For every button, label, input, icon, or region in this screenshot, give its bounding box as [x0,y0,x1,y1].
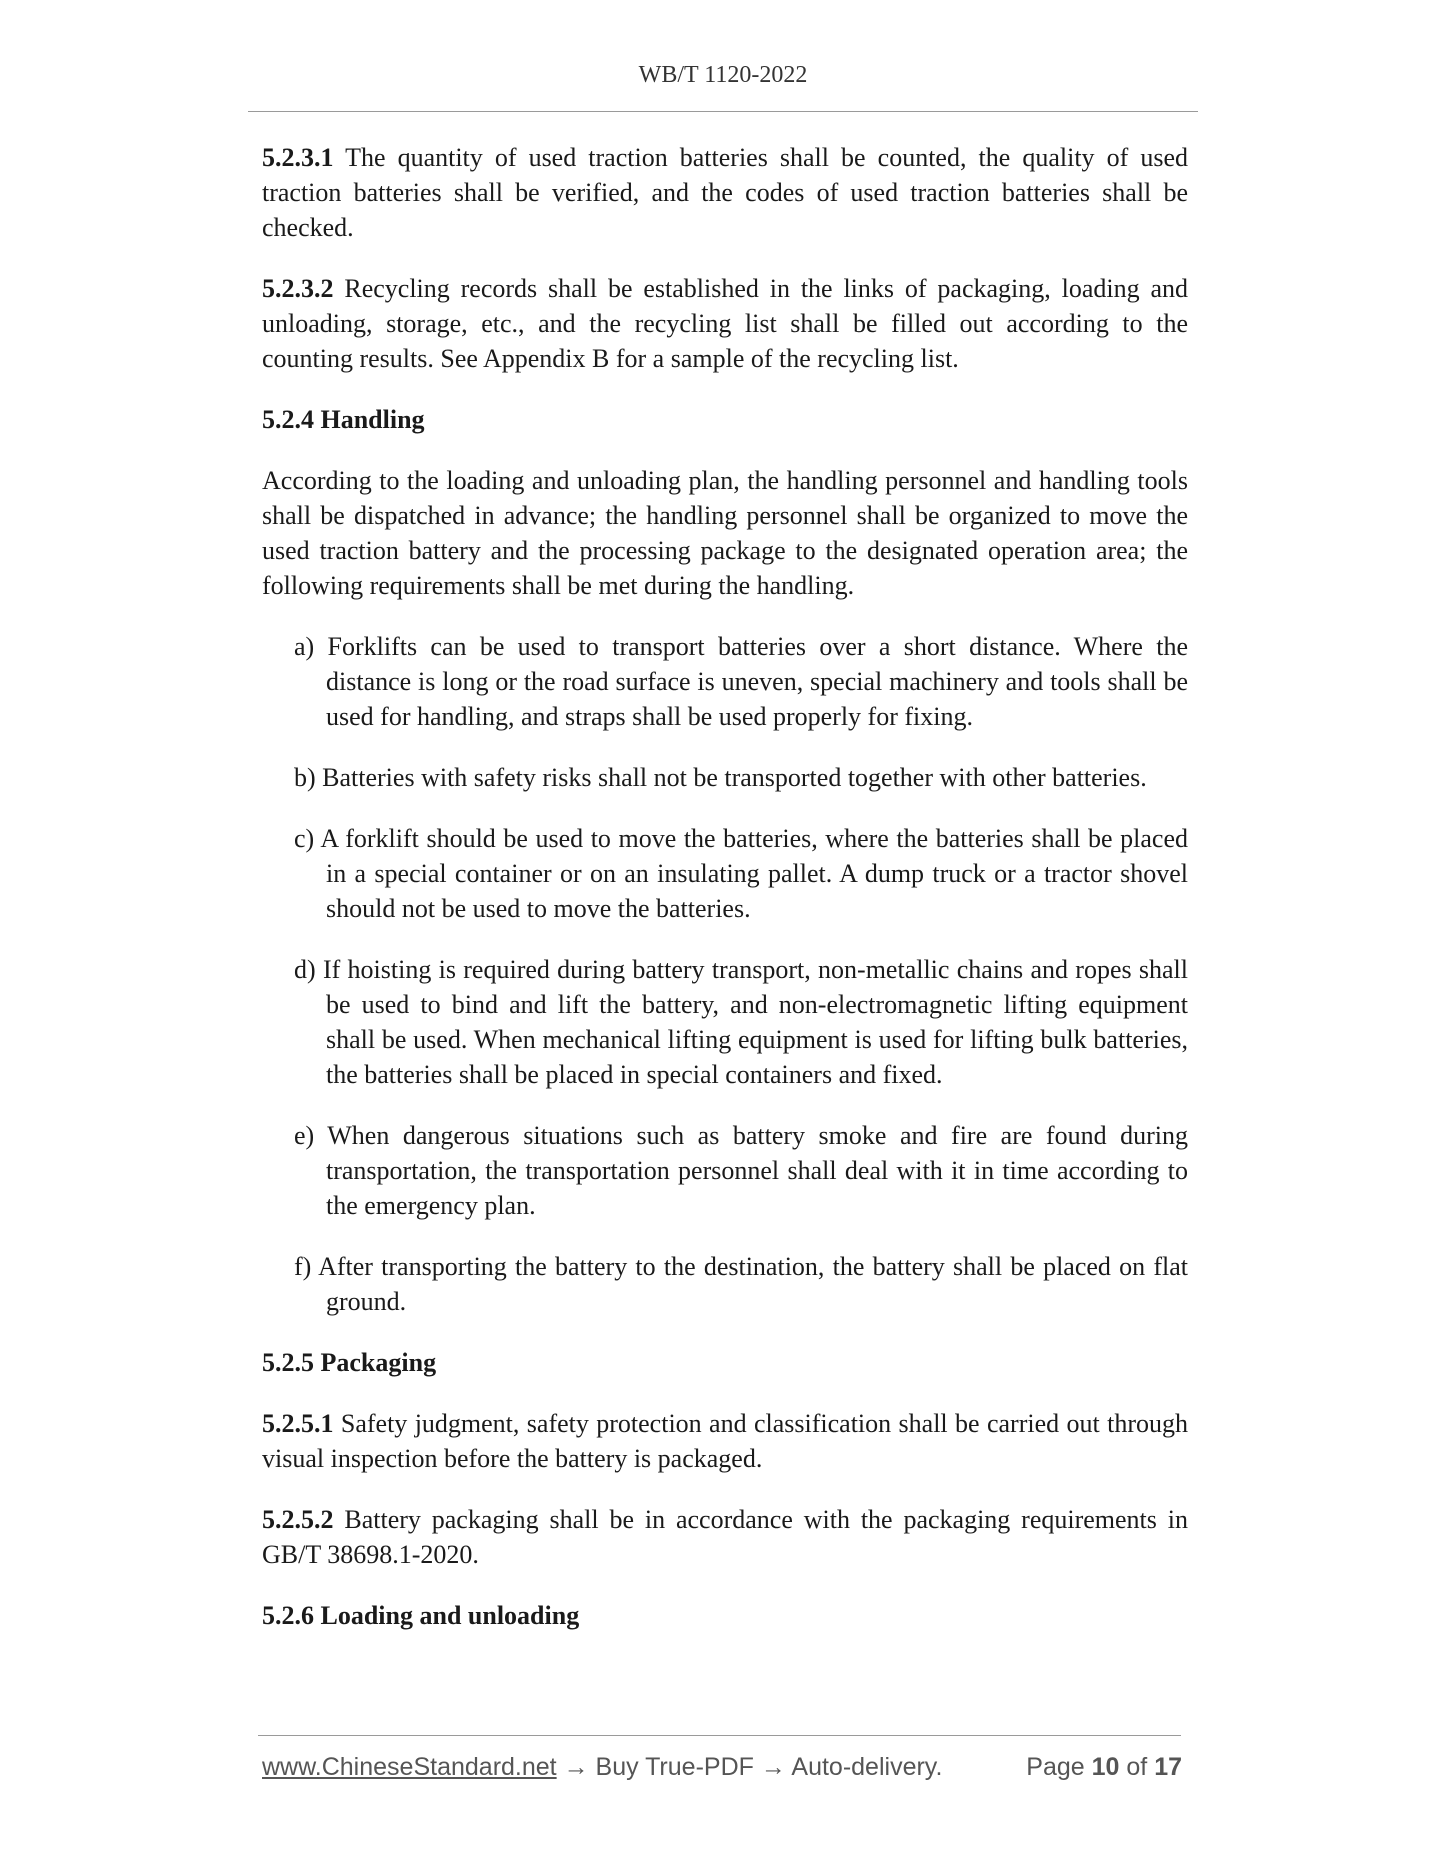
list-item-d: d) If hoisting is required during battery transport, non-metallic chains and ropes shall be used to bind and lift the battery, and non-electromagnetic lifting equipment shall be used. When mechanical lifting equipment is used for lifting bulk batteries, the batteries shall be placed in special containers and fixed. [294,955,1188,1089]
list-item-f: f) After transporting the battery to the destination, the battery shall be placed on flat ground. [294,1252,1188,1316]
clause-text: Recycling records shall be established in the links of packaging, loading and unloading, storage, etc., and the recycling list shall be filled out according to the counting results. See Appendix B for a sample of the recycling list. [262,274,1188,373]
footer-promo [262,1753,942,1782]
handling-intro: According to the loading and unloading plan, the handling personnel and handling tools shall be dispatched in advance; the handling personnel shall be organized to move the used traction battery and the processing package to the designated operation area; the following requirements shall be met during the handling. [262,466,1188,600]
promo-text: → Buy True-PDF → Auto-delivery. [556,1753,943,1781]
footer-divider [258,1735,1181,1736]
clause-5-2-5-1 [262,1406,1188,1476]
clause-number: 5.2.5.1 [262,1409,334,1438]
clause-5-2-3-1 [262,140,1188,245]
section-heading-packaging: 5.2.5 Packaging [262,1348,437,1377]
clause-number: 5.2.3.1 [262,143,334,172]
page-header: WB/T 1120-2022 [638,62,808,88]
chinesestandard-link[interactable]: www.ChineseStandard.net [262,1753,557,1781]
total-pages: 17 [1154,1753,1182,1781]
clause-5-2-3-2 [262,271,1188,376]
list-item-a: a) Forklifts can be used to transport batteries over a short distance. Where the distance is long or the road surface is uneven, special machinery and tools shall be used for handling, and straps shall be used properly for fixing. [294,632,1188,731]
section-heading-handling: 5.2.4 Handling [262,405,425,434]
clause-number: 5.2.3.2 [262,274,334,303]
clause-text: Battery packaging shall be in accordance with the packaging requirements in GB/T 38698.1-2020. [262,1505,1188,1569]
current-page: 10 [1091,1753,1120,1781]
list-item-b: b) Batteries with safety risks shall not be transported together with other batteries. [294,763,1147,792]
list-item-c: c) A forklift should be used to move the batteries, where the batteries shall be placed in a special container or on an insulating pallet. A dump truck or a tractor shovel should not be used to move the batteries. [294,824,1188,923]
header-divider [248,111,1198,112]
clause-text: The quantity of used traction batteries shall be counted, the quality of used traction batteries shall be verified, and the codes of used traction batteries shall be checked. [262,143,1188,242]
clause-5-2-5-2 [262,1502,1188,1572]
list-item-e: e) When dangerous situations such as battery smoke and fire are found during transportation, the transportation personnel shall deal with it in time according to the emergency plan. [294,1121,1188,1220]
clause-number: 5.2.5.2 [262,1505,334,1534]
page-footer [262,1753,1182,1789]
page-indicator [1026,1753,1182,1782]
clause-text: Safety judgment, safety protection and classification shall be carried out through visual inspection before the battery is packaged. [262,1409,1188,1473]
section-heading-loading: 5.2.6 Loading and unloading [262,1601,580,1630]
document-body [262,140,1188,1659]
of-label: of [1126,1753,1148,1781]
page-label: Page [1026,1753,1085,1781]
